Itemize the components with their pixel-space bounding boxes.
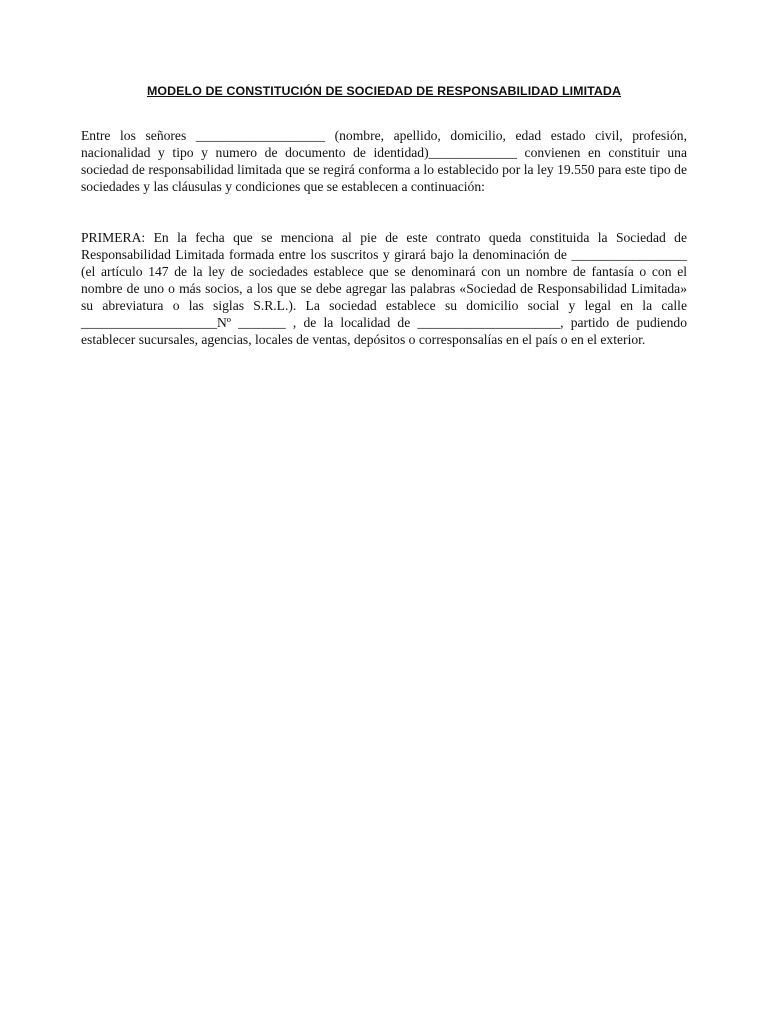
document-title: MODELO DE CONSTITUCIÓN DE SOCIEDAD DE RESPONSABILIDAD LIMITADA [146, 84, 622, 98]
paragraph-primera: PRIMERA: En la fecha que se menciona al pie de este contrato queda constituida la Sociedad de Responsabilidad Limitada formada entre los suscritos y girará bajo la denominación de _________________ (el artículo 147 de la ley de sociedades establece que se denominará con un nombre de fantasía o con el nombre de uno o más socios, a los que se debe agregar las palabras «Sociedad de Responsabilidad Limitada» su abreviatura o las siglas S.R.L.). La sociedad establece su domicilio social y legal en la calle ____________________Nº _______ , de la localidad de _____________________, partido de pudiendo establecer sucursales, agencias, locales de ventas, depósitos o corresponsalías en el país o en el exterior. [81, 230, 687, 347]
paragraph-introduction: Entre los señores ___________________ (nombre, apellido, domicilio, edad estado civil, profesión, nacionalidad y tipo y numero de documento de identidad)_____________ convienen en constituir una sociedad de responsabilidad limitada que se regirá conforma a lo establecido por la ley 19.550 para este tipo de sociedades y las cláusulas y condiciones que se establecen a continuación: [81, 128, 687, 194]
